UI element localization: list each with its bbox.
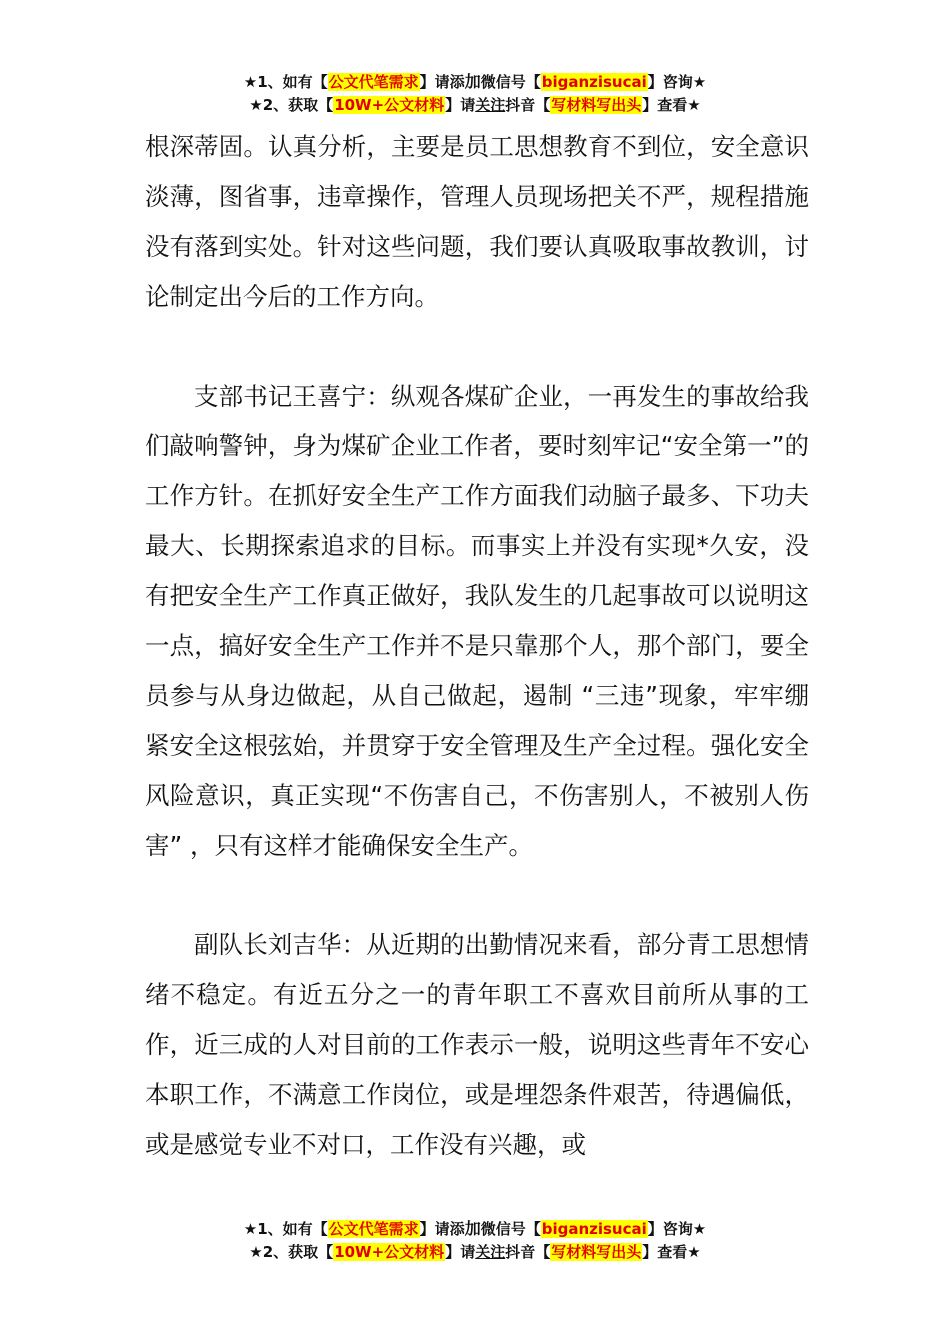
header-banner <box>0 70 950 117</box>
wechat-id: biganzisucai <box>541 1220 647 1238</box>
banner-text: 】查看★ <box>642 96 701 114</box>
banner-text: 】请 <box>445 1243 476 1261</box>
highlight-text: 10W+公文材料 <box>334 1243 445 1261</box>
emphasis-text: 加 <box>464 72 481 91</box>
douyin-account: 写材料写出头 <box>551 1243 642 1261</box>
banner-line-1 <box>0 1217 950 1241</box>
wechat-id: biganzisucai <box>541 73 647 91</box>
banner-text: 】请添 <box>419 1220 465 1238</box>
banner-text: 】咨询★ <box>647 1220 707 1238</box>
banner-text: ★2、获取【 <box>249 1243 334 1261</box>
banner-text: ★1、如有【 <box>243 73 328 91</box>
banner-text: 】请添 <box>419 73 465 91</box>
highlight-text: 10W+公文材料 <box>334 96 445 114</box>
banner-text: 】请 <box>445 96 476 114</box>
banner-text: 抖音【 <box>505 1243 551 1261</box>
emphasis-text: 加 <box>464 1219 481 1238</box>
douyin-account: 写材料写出头 <box>551 96 642 114</box>
paragraph-continuation: 根深蒂固。认真分析，主要是员工思想教育不到位，安全意识淡薄，图省事，违章操作，管理人员现场把关不严，规程措施没有落到实处。针对这些问题，我们要认真吸取事故教训，讨论制定出今后的工作方向。 <box>145 132 809 311</box>
banner-line-2 <box>0 94 950 117</box>
banner-text: 微信号【 <box>480 1220 541 1238</box>
highlight-text: 公文代笔需求 <box>328 73 419 91</box>
emphasis-text: 关注 <box>475 96 506 114</box>
banner-line-2 <box>0 1241 950 1264</box>
banner-text: 抖音【 <box>505 96 551 114</box>
banner-text: 】咨询★ <box>647 73 707 91</box>
document-body <box>145 122 809 1170</box>
banner-line-1 <box>0 70 950 94</box>
paragraph-branch-secretary: 支部书记王喜宁：纵观各煤矿企业，一再发生的事故给我们敲响警钟，身为煤矿企业工作者，要时刻牢记“安全第一”的工作方针。在抓好安全生产工作方面我们动脑子最多、下功夫最大、长期探索追求的目标。而事实上并没有实现*久安，没有把安全生产工作真正做好，我队发生的几起事故可以说明这一点，搞好安全生产工作并不是只靠那个人，那个部门，要全员参与从身边做起，从自己做起，遏制 “三违”现象，牢牢绷紧安全这根弦始，并贯穿于安全管理及生产全过程。强化安全风险意识，真正实现“不伤害自己，不伤害别人，不被别人伤害” ，只有这样才能确保安全生产。 <box>145 381 809 860</box>
highlight-text: 公文代笔需求 <box>328 1220 419 1238</box>
banner-text: 微信号【 <box>480 73 541 91</box>
banner-text: 】查看★ <box>642 1243 701 1261</box>
paragraph-spacer <box>145 322 809 372</box>
banner-text: ★1、如有【 <box>243 1220 328 1238</box>
banner-text: ★2、获取【 <box>249 96 334 114</box>
emphasis-text: 关注 <box>475 1243 506 1261</box>
footer-banner <box>0 1217 950 1264</box>
paragraph-spacer <box>145 871 809 921</box>
paragraph-deputy-captain: 副队长刘吉华：从近期的出勤情况来看，部分青工思想情绪不稳定。有近五分之一的青年职工不喜欢目前所从事的工作，近三成的人对目前的工作表示一般，说明这些青年不安心本职工作，不满意工作岗位，或是埋怨条件艰苦，待遇偏低，或是感觉专业不对口，工作没有兴趣，或 <box>145 930 809 1160</box>
